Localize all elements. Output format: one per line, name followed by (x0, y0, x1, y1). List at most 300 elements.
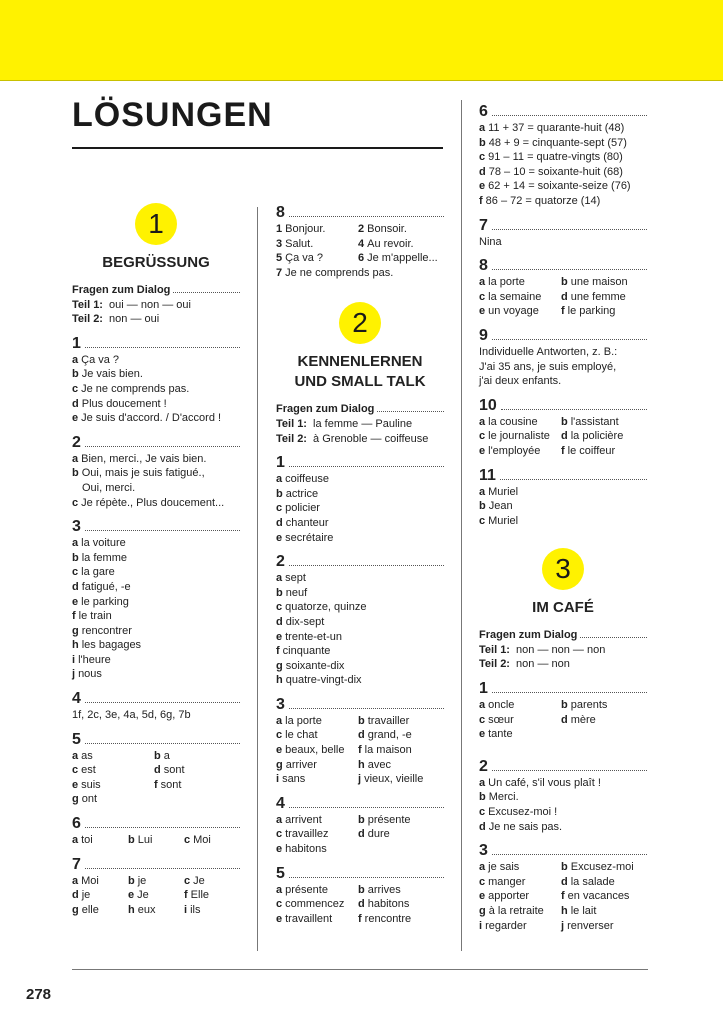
answer-text: le coiffeur (567, 444, 616, 457)
answer-text: Muriel (488, 514, 519, 527)
answer-letter: 4 (358, 237, 365, 250)
answer-item (276, 571, 444, 586)
answer-letter: c (72, 382, 79, 395)
answer-text: présente (285, 883, 328, 896)
answer-item (276, 237, 358, 252)
answer-letter: c (276, 898, 283, 911)
answer-letter: 2 (358, 223, 365, 235)
answer-letter: g (276, 659, 283, 672)
answer-letter: e (72, 595, 79, 608)
column-3 (479, 103, 647, 933)
answer-text: l'employée (488, 444, 541, 457)
answer-letter: d (561, 875, 568, 888)
exercise-grid (479, 860, 647, 933)
answer-text: la porte (285, 714, 322, 727)
answer-line: b Oui, mais je suis fatigué., (72, 467, 205, 480)
answer-item (479, 698, 561, 713)
answer-item (561, 713, 647, 728)
exercise-heading: 5 (72, 731, 240, 749)
answer-line: J'ai 35 ans, je suis employé, (479, 360, 617, 373)
answer-letter: f (276, 645, 280, 658)
answer-text: Plus doucement ! (81, 397, 167, 410)
answer-letter: c (479, 806, 486, 819)
answer-letter: h (128, 903, 135, 916)
answer-text: la maison (364, 744, 412, 757)
answer-text: cinquante (282, 645, 331, 658)
answer-item (479, 136, 647, 151)
answer-item (561, 290, 647, 305)
answer-text: soixante-dix (285, 659, 345, 672)
unit-title: UND SMALL TALK (294, 373, 426, 391)
answer-text: rencontre (364, 912, 412, 925)
answer-item (358, 758, 444, 773)
answer-item (276, 615, 444, 630)
answer-item (561, 415, 647, 430)
answer-letter: b (561, 276, 568, 289)
answer-letter: b (479, 500, 486, 513)
answer-letter: d (479, 165, 486, 178)
answer-letter: c (72, 566, 79, 579)
dialog-questions-heading: Fragen zum Dialog (72, 283, 240, 298)
answer-item (479, 904, 561, 919)
answer-item (276, 251, 358, 266)
answer-letter: e (479, 180, 486, 193)
answer-item (72, 353, 240, 368)
exercise-list (479, 485, 647, 529)
answer-item (72, 536, 240, 551)
answer-letter: d (276, 615, 283, 628)
answer-item (479, 727, 561, 742)
column-divider (461, 100, 462, 951)
answer-letter: d (358, 729, 365, 742)
answer-item (72, 367, 240, 382)
answer-item (128, 874, 184, 889)
answer-item (479, 304, 561, 319)
answer-letter: c (479, 290, 486, 303)
answer-text: la cousine (488, 415, 538, 428)
answer-text: la voiture (81, 537, 126, 550)
exercise-grid (276, 222, 444, 266)
answer-item (276, 842, 358, 857)
answer-item (276, 883, 358, 898)
answer-item (276, 813, 358, 828)
answer-item (154, 749, 240, 764)
answer-letter: a (72, 537, 79, 550)
answer-letter: d (561, 713, 568, 726)
answer-line: j'ai deux enfants. (479, 375, 562, 388)
answer-item (276, 531, 444, 546)
answer-item (72, 551, 240, 566)
answer-text: arriver (285, 758, 317, 771)
exercise-grid (72, 833, 240, 848)
answer-letter: b (276, 586, 283, 599)
answer-item (184, 903, 240, 918)
answer-item (358, 743, 444, 758)
answer-text: sœur (488, 713, 514, 726)
answer-letter: a (72, 749, 79, 762)
answer-item (479, 860, 561, 875)
answer-item (561, 275, 647, 290)
answer-item (358, 883, 444, 898)
answer-line: Oui, merci. (82, 481, 136, 494)
answer-letter: c (479, 430, 486, 443)
answer-text: arrives (367, 883, 401, 896)
exercise-heading: 9 (479, 327, 647, 345)
answer-letter: g (276, 758, 283, 771)
answer-text: mère (570, 713, 596, 726)
answer-text: je (81, 889, 91, 902)
answer-item (479, 150, 647, 165)
answer-text: une femme (570, 290, 626, 303)
answer-letter: d (358, 898, 365, 911)
answer-item (72, 397, 240, 412)
exercise-heading: 8 (479, 257, 647, 275)
answer-text: la semaine (488, 290, 542, 303)
answer-item (276, 644, 444, 659)
exercise-heading: 6 (479, 103, 647, 121)
answer-text: l'heure (78, 653, 111, 666)
answer-letter: h (276, 674, 283, 687)
answer-item (72, 638, 240, 653)
answer-letter: e (276, 912, 283, 925)
exercise-heading: 11 (479, 467, 647, 485)
answer-line: Nina (479, 235, 502, 248)
answer-letter: b (561, 415, 568, 428)
exercise-list (276, 472, 444, 545)
exercise-list (479, 121, 647, 209)
answer-letter: c (276, 828, 283, 841)
answer-item (72, 411, 240, 426)
answer-text: les bagages (81, 639, 142, 652)
answer-text: a (163, 749, 170, 762)
answer-text: avec (367, 758, 391, 771)
answer-letter: d (72, 889, 79, 902)
column-2 (276, 204, 444, 926)
answer-letter: b (479, 136, 486, 149)
answer-text: travaillez (285, 828, 329, 841)
answer-letter: c (276, 601, 283, 614)
answer-letter: 1 (276, 223, 283, 235)
answer-letter: a (479, 861, 486, 874)
answer-item (358, 714, 444, 729)
answer-item (561, 304, 647, 319)
answer-item (72, 580, 240, 595)
answer-item (276, 516, 444, 531)
answer-text: 78 – 10 = soixante-huit (68) (488, 165, 623, 178)
answer-letter: e (72, 778, 79, 791)
answer-letter: g (479, 905, 486, 917)
answer-item (479, 429, 561, 444)
answer-item (358, 912, 444, 927)
answer-item (72, 565, 240, 580)
answer-letter: h (561, 905, 568, 917)
answer-item (72, 382, 240, 397)
answer-item (479, 820, 647, 835)
answer-text: dix-sept (285, 615, 325, 628)
answer-text: Un café, s'il vous plaît ! (488, 776, 601, 789)
teil-1-answer: Teil 1: la femme — Pauline (276, 417, 413, 430)
answer-letter: c (479, 151, 486, 164)
answer-letter: b (154, 749, 161, 762)
answer-text: la femme (81, 551, 127, 564)
answer-item (128, 903, 184, 918)
answer-text: rencontrer (81, 624, 132, 637)
answer-letter: b (358, 883, 365, 896)
answer-item (276, 897, 358, 912)
unit-number-badge: 1 (135, 203, 177, 245)
teil-1-answer: Teil 1: non — non — non (479, 643, 606, 656)
dialog-questions-heading: Fragen zum Dialog (479, 628, 647, 643)
answer-text: Muriel (488, 485, 519, 498)
exercise-heading: 3 (72, 518, 240, 536)
answer-item (276, 630, 444, 645)
answer-letter: f (561, 890, 565, 903)
answer-text: vieux, vieille (364, 773, 424, 786)
teil-1-answer: Teil 1: oui — non — oui (72, 298, 191, 311)
answer-letter: a (479, 776, 486, 789)
answer-item (276, 827, 358, 842)
unit-number-badge: 3 (542, 548, 584, 590)
answer-text: manger (488, 875, 526, 888)
answer-item (184, 833, 240, 848)
exercise-grid (72, 874, 240, 918)
answer-line: 7 Je ne comprends pas. (276, 266, 394, 279)
answer-text: le parking (567, 305, 616, 318)
answer-item (72, 763, 154, 778)
answer-letter: c (184, 874, 191, 887)
answer-item (479, 805, 647, 820)
answer-text: Moi (81, 874, 99, 887)
answer-item (72, 903, 128, 918)
answer-letter: c (479, 875, 486, 888)
answer-item (154, 778, 240, 793)
answer-letter: a (276, 813, 283, 826)
answer-text: actrice (285, 487, 319, 500)
answer-letter: c (72, 764, 79, 777)
answer-item (276, 772, 358, 787)
answer-line: c Je répète., Plus doucement... (72, 496, 225, 509)
answer-text: Bonsoir. (367, 223, 407, 235)
answer-item (358, 897, 444, 912)
answer-text: la porte (488, 276, 525, 289)
answer-item (276, 600, 444, 615)
answer-item (561, 698, 647, 713)
answer-letter: a (276, 714, 283, 727)
answer-text: Salut. (285, 237, 314, 250)
exercise-heading: 7 (72, 856, 240, 874)
answer-letter: g (72, 903, 79, 916)
teil-2-answer: Teil 2: non — non (479, 658, 570, 671)
answer-text: Au revoir. (367, 237, 414, 250)
answer-text: Moi (193, 834, 211, 847)
answer-letter: d (154, 764, 161, 777)
answer-item (276, 659, 444, 674)
top-banner (0, 0, 723, 81)
answer-item (72, 624, 240, 639)
answer-text: elle (81, 903, 99, 916)
answer-item (358, 772, 444, 787)
answer-letter: 5 (276, 252, 283, 265)
answer-letter: e (276, 843, 283, 856)
answer-text: toi (81, 834, 93, 847)
exercise-list (72, 536, 240, 682)
answer-text: Lui (137, 834, 153, 847)
answer-text: la policière (570, 430, 624, 443)
answer-letter: a (479, 485, 486, 498)
answer-item (479, 165, 647, 180)
answer-item (479, 485, 647, 500)
answer-letter: e (479, 728, 486, 741)
answer-item (72, 749, 154, 764)
answer-line: Individuelle Antworten, z. B.: (479, 345, 618, 358)
answer-letter: d (358, 828, 365, 841)
answer-text: Je m'appelle... (367, 252, 438, 265)
answer-item (72, 778, 154, 793)
page-number: 278 (26, 986, 52, 1003)
answer-letter: f (358, 912, 362, 925)
answer-item (479, 889, 561, 904)
answer-text: je sais (488, 861, 520, 874)
answer-letter: f (72, 610, 76, 623)
unit-title: KENNENLERNEN (297, 353, 423, 371)
answer-text: quatre-vingt-dix (285, 674, 362, 687)
answer-letter: b (479, 791, 486, 804)
answer-letter: a (479, 276, 486, 289)
answer-letter: c (184, 834, 191, 847)
exercise-heading: 2 (479, 758, 647, 776)
answer-letter: g (72, 624, 79, 637)
answer-item (358, 827, 444, 842)
answer-letter: a (276, 473, 283, 486)
exercise-heading: 4 (72, 690, 240, 708)
answer-item (479, 275, 561, 290)
answer-text: habitons (285, 843, 327, 856)
answer-letter: i (72, 653, 76, 666)
answer-item (479, 514, 647, 529)
answer-letter: d (276, 516, 283, 529)
answer-letter: c (276, 729, 283, 742)
answer-text: sont (163, 764, 185, 777)
answer-letter: f (154, 778, 158, 791)
answer-letter: b (276, 487, 283, 500)
answer-letter: a (276, 883, 283, 896)
answer-letter: i (184, 903, 188, 916)
answer-text: l'assistant (570, 415, 619, 428)
exercise-heading: 5 (276, 865, 444, 883)
answer-item (128, 833, 184, 848)
answer-letter: e (128, 889, 135, 902)
answer-letter: b (358, 813, 365, 826)
answer-item (479, 444, 561, 459)
answer-letter: e (276, 744, 283, 757)
answer-text: Je (193, 874, 205, 887)
answer-text: sont (160, 778, 182, 791)
answer-item (276, 501, 444, 516)
answer-item (72, 792, 154, 807)
answer-item (276, 673, 444, 688)
answer-letter: c (479, 713, 486, 726)
answer-letter: i (276, 773, 280, 786)
exercise-grid (479, 698, 647, 742)
answer-letter: f (561, 444, 565, 457)
exercise-heading: 6 (72, 815, 240, 833)
answer-text: eux (137, 903, 156, 916)
answer-text: en vacances (567, 890, 630, 903)
answer-text: le chat (285, 729, 318, 742)
exercise-grid (479, 275, 647, 319)
answer-item (479, 875, 561, 890)
answer-item (276, 743, 358, 758)
answer-text: habitons (367, 898, 410, 911)
answer-text: le train (78, 610, 112, 623)
answer-text: Je (137, 889, 149, 902)
answer-letter: d (72, 397, 79, 410)
answer-letter: e (479, 890, 486, 903)
exercise-grid (276, 883, 444, 927)
answer-text: le journaliste (488, 430, 550, 443)
unit-1-header (72, 203, 240, 273)
answer-letter: g (72, 793, 79, 806)
answer-letter: h (72, 639, 79, 652)
answer-letter: a (479, 415, 486, 428)
answer-item (72, 888, 128, 903)
exercise-grid (72, 749, 240, 807)
answer-item (561, 860, 647, 875)
title-underline (72, 147, 443, 149)
answer-item (479, 290, 561, 305)
answer-text: fatigué, -e (81, 580, 131, 593)
answer-letter: 6 (358, 252, 365, 265)
answer-item (276, 728, 358, 743)
answer-text: quatorze, quinze (285, 601, 367, 614)
answer-text: est (81, 764, 96, 777)
unit-number-badge: 2 (339, 302, 381, 344)
answer-item (479, 179, 647, 194)
exercise-heading: 1 (276, 454, 444, 472)
answer-item (358, 728, 444, 743)
answer-item (561, 444, 647, 459)
answer-text: Je vais bien. (81, 368, 143, 381)
answer-item (276, 714, 358, 729)
answer-item (276, 586, 444, 601)
answer-letter: a (479, 122, 486, 134)
answer-text: je (137, 874, 147, 887)
answer-text: trente-et-un (285, 630, 342, 643)
answer-item (276, 758, 358, 773)
exercise-grid (276, 813, 444, 857)
answer-text: regarder (485, 919, 527, 932)
answer-text: Excusez-moi ! (488, 806, 558, 819)
answer-item (561, 904, 647, 919)
exercise-heading: 1 (479, 680, 647, 698)
unit-title: IM CAFÉ (532, 599, 594, 617)
answer-item (358, 813, 444, 828)
answer-text: travaillent (285, 912, 333, 925)
answer-text: apporter (488, 890, 530, 903)
answer-text: 11 + 37 = quarante-huit (48) (488, 122, 625, 134)
teil-2-answer: Teil 2: non — oui (72, 313, 160, 326)
answer-letter: b (128, 834, 135, 847)
answer-text: arrivent (285, 813, 322, 826)
answer-item (276, 487, 444, 502)
answer-item (72, 595, 240, 610)
answer-text: Je ne sais pas. (488, 820, 563, 833)
answer-text: sept (285, 572, 306, 585)
answer-text: le parking (81, 595, 129, 608)
answer-text: beaux, belle (285, 744, 345, 757)
unit-2-header (276, 302, 444, 392)
answer-text: 91 – 11 = quatre-vingts (80) (488, 151, 623, 164)
